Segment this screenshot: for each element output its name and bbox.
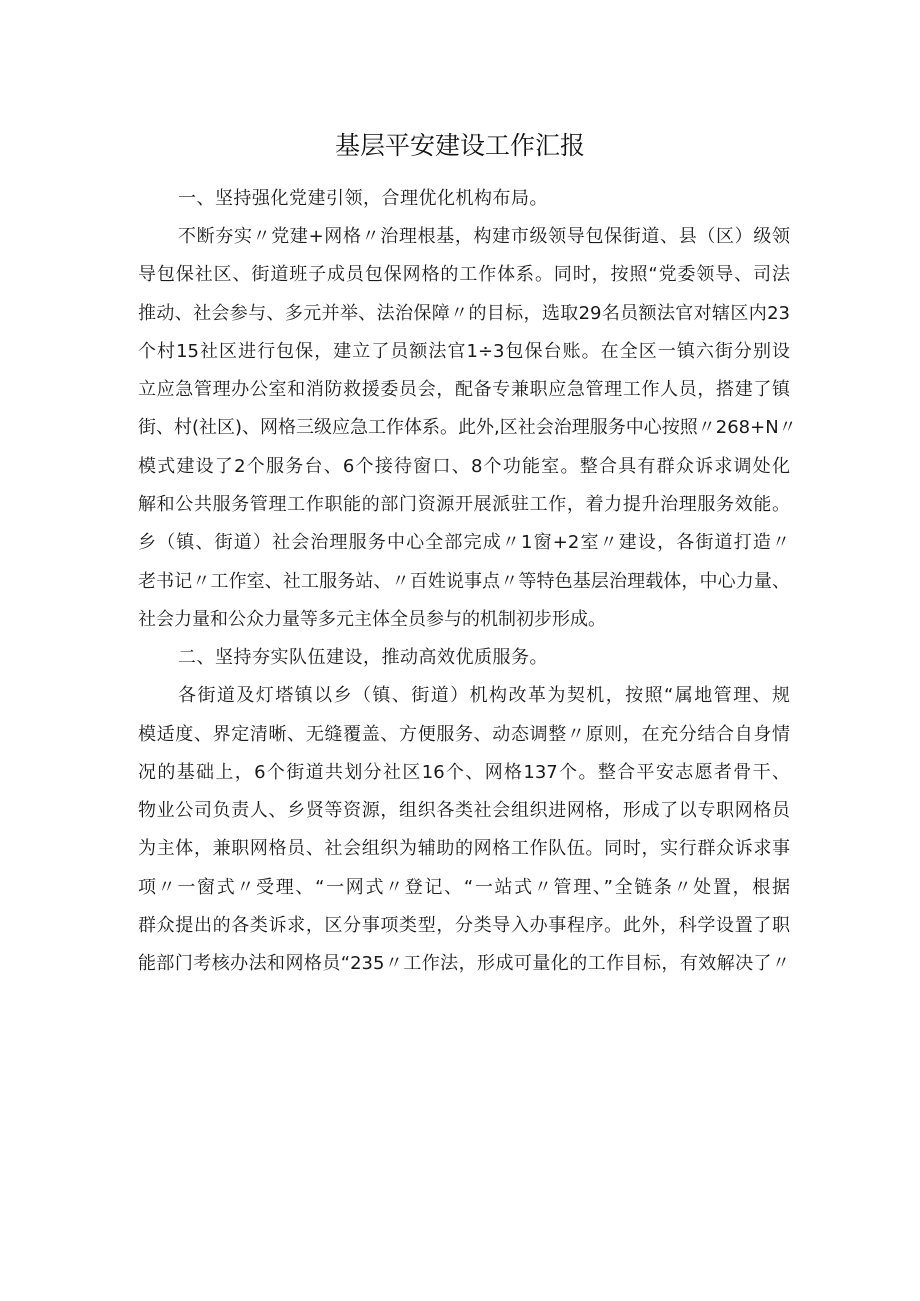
paragraph-line: 物业公司负责人、乡贤等资源，组织各类社会组织进网格，形成了以专职网格员	[138, 800, 790, 822]
paragraph-line: 个村15社区进行包保，建立了员额法官1÷3包保台账。在全区一镇六街分别设	[138, 340, 790, 362]
section-heading-1: 一、坚持强化党建引领，合理优化机构布局。	[178, 188, 548, 209]
paragraph-line: 解和公共服务管理工作职能的部门资源开展派驻工作，着力提升治理服务效能。	[138, 494, 790, 516]
paragraph-line: 立应急管理办公室和消防救援委员会，配备专兼职应急管理工作人员，搭建了镇	[138, 379, 790, 401]
paragraph-line: 为主体，兼职网格员、社会组织为辅助的网格工作队伍。同时，实行群众诉求事	[138, 838, 790, 860]
paragraph-line: 老书记〃工作室、社工服务站、〃百姓说事点〃等特色基层治理载体，中心力量、	[138, 570, 790, 592]
section-heading-2: 二、坚持夯实队伍建设，推动高效优质服务。	[178, 647, 548, 669]
paragraph-line: 乡（镇、街道）社会治理服务中心全部完成〃1窗+2室〃建设，各街道打造〃	[138, 532, 790, 554]
section-paragraph-2	[138, 677, 790, 983]
paragraph-line: 不断夯实〃党建+网格〃治理根基，构建市级领导包保街道、县（区）级领	[178, 226, 790, 247]
document-title: 基层平安建设工作汇报	[334, 131, 585, 160]
paragraph-line: 模式建设了2个服务台、6个接待窗口、8个功能室。整合具有群众诉求调处化	[138, 455, 790, 477]
paragraph-line: 街、村(社区)、网格三级应急工作体系。此外,区社会治理服务中心按照〃268+N〃	[138, 417, 797, 439]
paragraph-line: 群众提出的各类诉求，区分事项类型，分类导入办事程序。此外，科学设置了职	[138, 915, 790, 937]
paragraph-line: 能部门考核办法和网格员“235〃工作法，形成可量化的工作目标，有效解决了〃	[138, 953, 790, 975]
paragraph-line: 模适度、界定清晰、无缝覆盖、方便服务、动态调整〃原则，在充分结合自身情	[138, 723, 790, 745]
paragraph-line: 社会力量和公众力量等多元主体全员参与的机制初步形成。	[138, 608, 606, 630]
paragraph-line: 项〃一窗式〃受理、“一网式〃登记、“一站式〃管理、”全链条〃处置，根据	[138, 876, 790, 898]
paragraph-line: 导包保社区、街道班子成员包保网格的工作体系。同时，按照“党委领导、司法	[138, 264, 790, 286]
paragraph-line: 各街道及灯塔镇以乡（镇、街道）机构改革为契机，按照“属地管理、规	[178, 685, 790, 707]
section-paragraph-1	[138, 218, 797, 639]
document-body	[138, 180, 797, 984]
paragraph-line: 推动、社会参与、多元并举、法治保障〃的目标，选取29名员额法官对辖区内23	[138, 302, 790, 324]
paragraph-line: 况的基础上，6个街道共划分社区16个、网格137个。整合平安志愿者骨干、	[138, 761, 790, 783]
